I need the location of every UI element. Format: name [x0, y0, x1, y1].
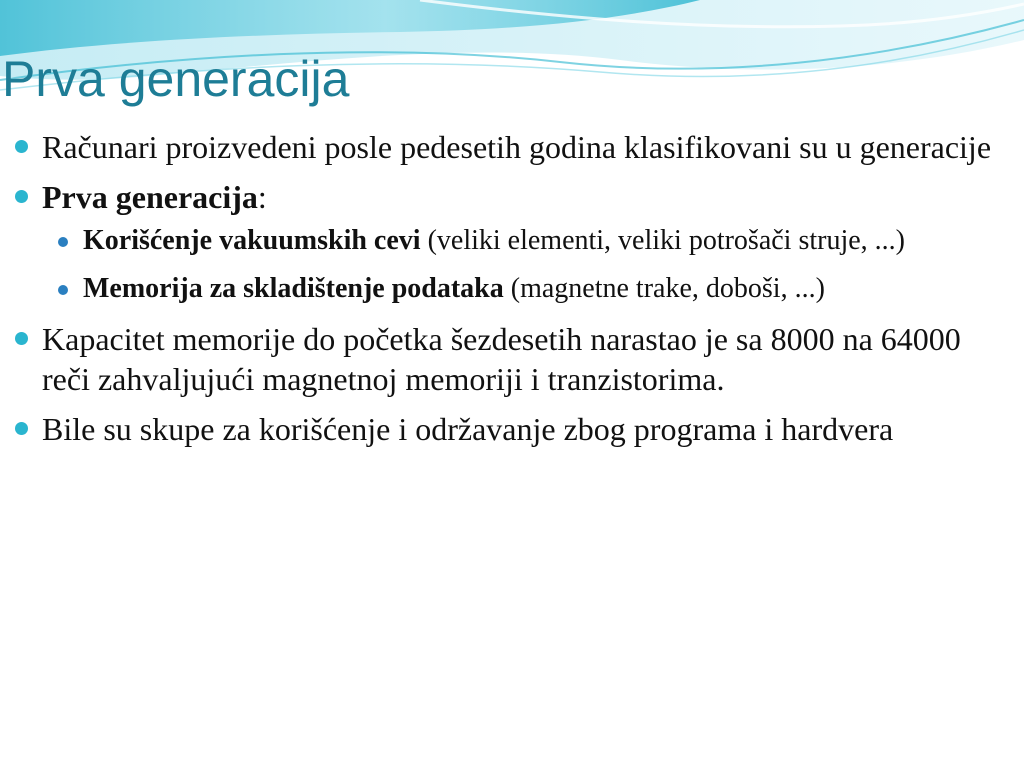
bullet-item [12, 127, 1012, 167]
sub-bullet-text: (magnetne trake, doboši, ...) [503, 273, 825, 304]
bullet-icon [15, 422, 28, 435]
bullet-icon [15, 190, 28, 203]
sub-bullet-item [42, 221, 1012, 261]
sub-bullet-bold-text: Memorija za skladištenje podataka [83, 273, 504, 304]
bullet-icon [15, 140, 28, 153]
sub-bullet-item [42, 269, 1012, 309]
sub-bullet-icon [58, 285, 68, 295]
bullet-text: Bile su skupe za korišćenje i održavanje zbog programa i hardvera [42, 411, 894, 447]
sub-bullet-text: (veliki elementi, veliki potrošači struje, ...) [420, 225, 905, 256]
bullet-text: Kapacitet memorije do početka šezdesetih narastao je sa 8000 na 64000 reči zahvaljujući magnetnoj memoriji i tranzistorima. [42, 321, 961, 397]
sub-bullet-bold-text: Korišćenje vakuumskih cevi [83, 225, 421, 256]
slide-content [12, 127, 1012, 459]
sub-bullet-list [42, 221, 1012, 309]
bullet-bold-text: Prva generacija [42, 179, 258, 215]
bullet-text: Računari proizvedeni posle pedesetih godina klasifikovani su u generacije [42, 129, 992, 165]
bullet-item [12, 177, 1012, 309]
bullet-text: : [257, 179, 267, 215]
bullet-icon [15, 332, 28, 345]
bullet-item [12, 409, 1012, 449]
slide-title: Prva generacija [2, 51, 350, 107]
bullet-list [12, 127, 1012, 449]
bullet-item [12, 319, 1012, 399]
sub-bullet-icon [58, 237, 68, 247]
